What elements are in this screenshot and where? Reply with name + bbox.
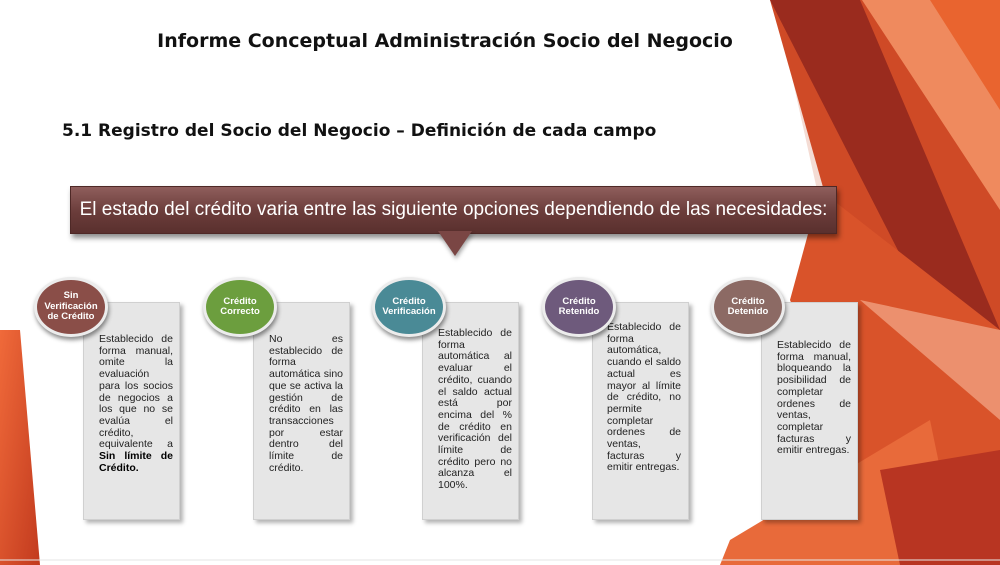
slide-title: Informe Conceptual Administración Socio del Negocio [157,30,733,52]
option-badge-credito-retenido: Crédito Retenido [542,277,616,337]
intro-banner: El estado del crédito varia entre las siguiente opciones dependiendo de las necesidades: [70,186,837,234]
down-arrow-icon [438,231,472,256]
option-badge-credito-verificacion: Crédito Verificación [372,277,446,337]
option-description: Establecido de forma automática al evaluar el crédito, cuando el saldo actual está por encima del % de crédito en verificación del límite de crédito pero no alcanza el 100%. [438,327,512,492]
option-badge-sin-verificacion: Sin Verificación de Crédito [34,277,108,337]
option-description: No es establecido de forma automática sino que se activa la gestión de crédito en las transacciones por estar dentro del límite de crédito. [269,333,343,474]
option-description: Establecido de forma manual, bloqueando la posibilidad de completar ordenes de ventas, completar facturas y emitir entregas. [777,339,851,457]
option-badge-credito-correcto: Crédito Correcto [203,277,277,337]
option-badge-credito-detenido: Crédito Detenido [711,277,785,337]
option-description: Establecido de forma manual, omite la evaluación para los socios de negocios a los que no se evalúa el crédito, equivalente a Sin límite de Crédito. [99,333,173,474]
option-description: Establecido de forma automática, cuando el saldo actual es mayor al límite de crédito, no permite completar ordenes de ventas, facturas y emitir entregas. [607,321,681,474]
section-subtitle: 5.1 Registro del Socio del Negocio – Definición de cada campo [62,121,657,141]
